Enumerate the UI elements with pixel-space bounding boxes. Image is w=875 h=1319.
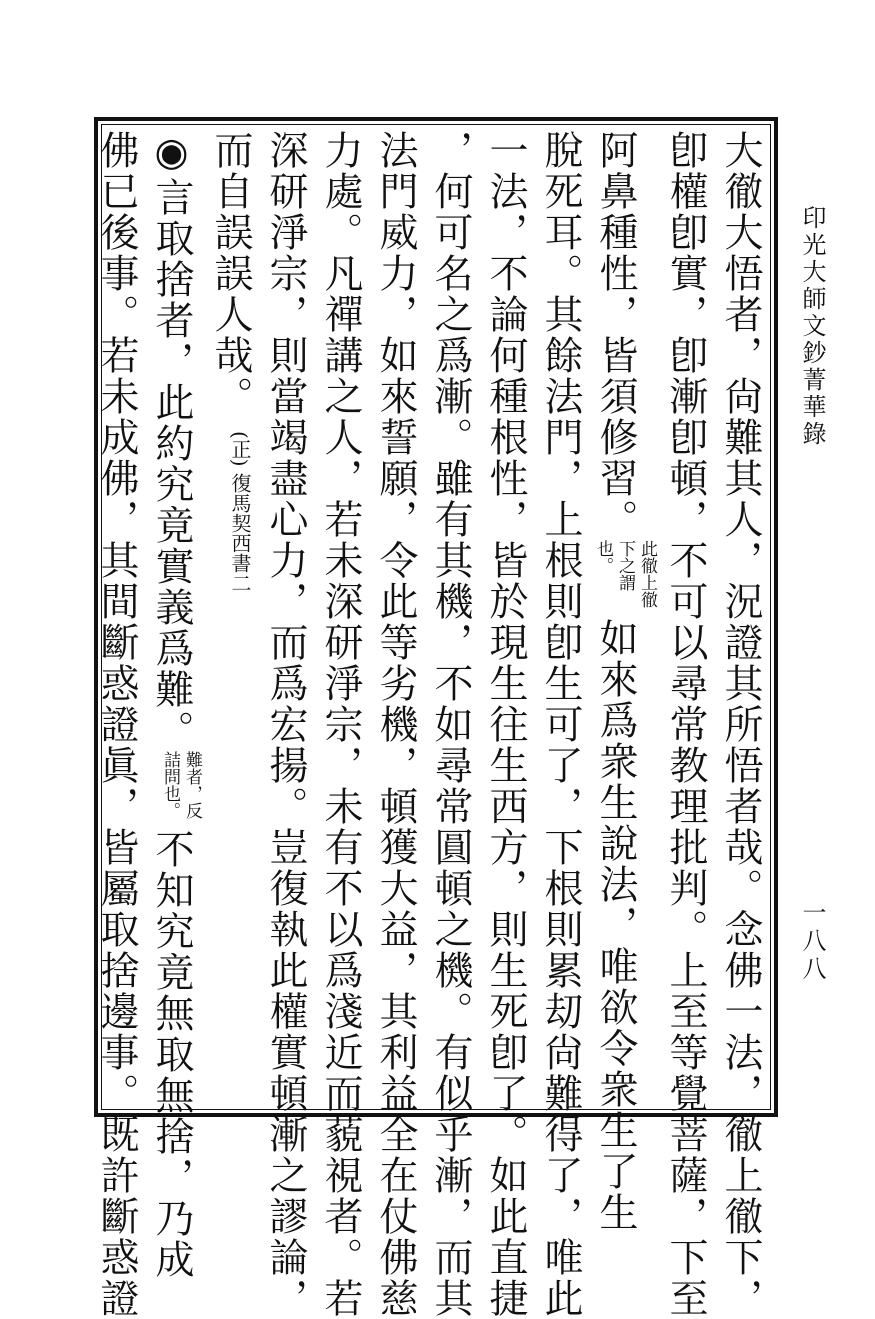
text-column-7: 法門威力，如來誓願，令此等劣機，頓獲大益，其利益全在仗佛慈 bbox=[373, 130, 418, 1319]
text-column-3-b: 如來爲衆生說法，唯欲令衆生了生 bbox=[593, 618, 638, 1233]
page-number: 一八八 bbox=[798, 900, 826, 984]
text-column-5: 一法，不論何種根性，皆於現生往生西方，則生死卽了。如此直捷 bbox=[483, 130, 528, 1319]
text-column-10 bbox=[203, 130, 258, 1110]
book-title: 印光大師文鈔菁華錄 bbox=[798, 205, 826, 448]
body-text bbox=[94, 130, 768, 1319]
text-column-9: 深研淨宗，則當竭盡心力，而爲宏揚。豈復執此權實頓漸之謬論， bbox=[263, 130, 308, 1319]
text-column-11-a: ◉言取捨者，此約究竟實義爲難。 bbox=[149, 130, 194, 751]
text-column-4: 脫死耳。其餘法門，上根則卽生可了，下根則累刧尙難得了，唯此 bbox=[538, 130, 583, 1319]
text-column-10-a: 而自誤誤人哉。 bbox=[208, 130, 253, 417]
text-column-12: 佛已後事。若未成佛，其間斷惑證眞，皆屬取捨邊事。既許斷惑證 bbox=[94, 130, 139, 1319]
source-note: (正) 復馬契西書二 bbox=[228, 431, 252, 593]
text-column-11 bbox=[144, 130, 203, 1280]
text-column-8: 力處。凡禪講之人，若未深研淨宗，未有不以爲淺近而藐視者。若 bbox=[318, 130, 363, 1319]
text-column-6: ，何可名之爲漸。雖有其機，不如尋常圓頓之機。有似乎漸，而其 bbox=[428, 130, 473, 1319]
inline-note-2: 難者，反詰問也。 bbox=[160, 751, 202, 819]
text-column-1: 大徹大悟者，尙難其人，況證其所悟者哉。念佛一法，徹上徹下， bbox=[718, 130, 763, 1319]
text-column-2: 卽權卽實，卽漸卽頓，不可以尋常教理批判。上至等覺菩薩，下至 bbox=[663, 130, 708, 1319]
text-column-3 bbox=[588, 130, 658, 1233]
text-column-11-b: 不知究竟無取無捨，乃成 bbox=[149, 829, 194, 1280]
text-column-3-a: 阿鼻種性，皆須修習。 bbox=[593, 130, 638, 540]
inline-note-1: 此徹上徹下之謂也。 bbox=[593, 540, 657, 608]
